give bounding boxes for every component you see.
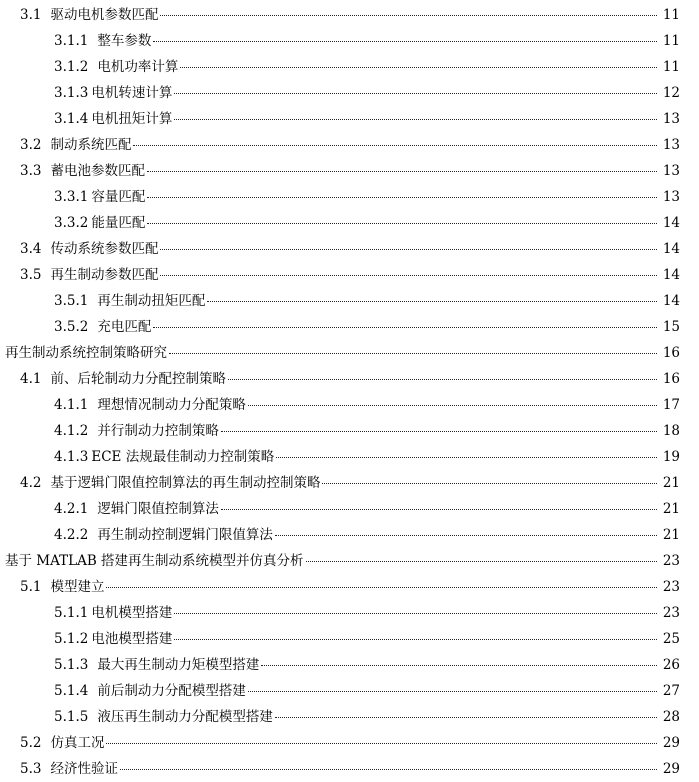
toc-page-number: 21 [662,527,680,543]
toc-section-number: 5.2 [20,735,42,751]
toc-section-title: 基于 MATLAB 搭建再生制动系统模型并仿真分析 [5,553,304,569]
toc-section-title: 整车参数 [97,33,152,49]
toc-section-number: 4.1.1 [54,397,89,413]
toc-entry[interactable] [0,626,699,652]
toc-page-number: 16 [662,345,680,361]
toc-entry[interactable] [0,236,699,262]
toc-dot-leader [228,379,657,380]
toc-entry[interactable] [0,444,699,470]
toc-page-number: 17 [662,397,680,413]
toc-dot-leader [174,93,657,94]
toc-dot-leader [276,457,657,458]
toc-page-number: 11 [662,59,680,75]
toc-section-number: 5.1.1 [54,605,89,621]
toc-section-title: 电机扭矩计算 [91,111,173,127]
toc-section-title: 基于逻辑门限值控制算法的再生制动控制策略 [50,475,321,491]
toc-section-title: 充电匹配 [97,319,152,335]
toc-entry[interactable] [0,418,699,444]
toc-section-title: 制动系统匹配 [50,137,132,153]
toc-page-number: 15 [662,319,680,335]
toc-section-number: 4.1.3 [54,449,89,465]
toc-section-title: 并行制动力控制策略 [97,423,219,439]
toc-entry[interactable] [0,756,699,782]
toc-section-title: 前后制动力分配模型搭建 [97,683,246,699]
toc-section-title: 电机转速计算 [91,85,173,101]
toc-dot-leader [221,431,657,432]
toc-dot-leader [147,171,657,172]
toc-section-title: 再生制动参数匹配 [50,267,159,283]
toc-entry[interactable] [0,678,699,704]
toc-section-number: 5.1.3 [54,657,89,673]
toc-page-number: 29 [662,735,680,751]
toc-page-number: 14 [662,241,680,257]
toc-page-number: 21 [662,475,680,491]
toc-dot-leader [120,769,657,770]
toc-page-number: 13 [662,163,680,179]
toc-page-number: 11 [662,7,680,23]
toc-entry[interactable] [0,574,699,600]
toc-dot-leader [153,327,657,328]
toc-dot-leader [322,483,657,484]
toc-entry[interactable] [0,366,699,392]
toc-entry[interactable] [0,704,699,730]
toc-section-title: 经济性验证 [50,761,118,777]
toc-section-number: 3.1 [20,7,42,23]
toc-dot-leader [153,41,657,42]
toc-entry[interactable] [0,106,699,132]
toc-section-title: 能量匹配 [91,215,146,231]
toc-dot-leader [174,119,657,120]
toc-section-number: 4.2.2 [54,527,89,543]
toc-section-title: 再生制动控制逻辑门限值算法 [97,527,273,543]
toc-entry[interactable] [0,314,699,340]
toc-section-title: 蓄电池参数匹配 [50,163,145,179]
toc-section-title: 前、后轮制动力分配控制策略 [50,371,226,387]
toc-page-number: 14 [662,267,680,283]
toc-page-number: 16 [662,371,680,387]
toc-page-number: 13 [662,189,680,205]
toc-dot-leader [180,67,657,68]
toc-section-number: 3.5.2 [54,319,89,335]
toc-section-title: ECE 法规最佳制动力控制策略 [91,449,275,465]
toc-page-number: 25 [662,631,680,647]
toc-page-number: 29 [662,761,680,777]
toc-section-number: 3.3.1 [54,189,89,205]
toc-entry[interactable] [0,730,699,756]
toc-entry[interactable] [0,132,699,158]
toc-page-number: 26 [662,657,680,673]
toc-entry[interactable] [0,2,699,28]
toc-section-number: 3.2 [20,137,42,153]
toc-dot-leader [106,587,657,588]
toc-dot-leader [207,301,657,302]
toc-dot-leader [306,561,657,562]
toc-dot-leader [169,353,657,354]
toc-section-number: 5.1 [20,579,42,595]
toc-entry[interactable] [0,652,699,678]
toc-section-number: 4.2.1 [54,501,89,517]
toc-page-number: 14 [662,293,680,309]
toc-dot-leader [133,145,657,146]
toc-page-number: 19 [662,449,680,465]
toc-section-title: 逻辑门限值控制算法 [97,501,219,517]
toc-page-number: 12 [662,85,680,101]
toc-page-number: 27 [662,683,680,699]
toc-dot-leader [248,405,657,406]
toc-section-title: 仿真工况 [50,735,105,751]
toc-section-number: 3.1.4 [54,111,89,127]
toc-dot-leader [275,535,657,536]
toc-dot-leader [160,249,657,250]
toc-entry[interactable] [0,158,699,184]
toc-entry[interactable] [0,184,699,210]
toc-page-number: 23 [662,605,680,621]
toc-section-title: 模型建立 [50,579,105,595]
toc-entry[interactable] [0,548,699,574]
toc-dot-leader [221,509,657,510]
toc-dot-leader [160,15,657,16]
toc-section-title: 再生制动系统控制策略研究 [5,345,167,361]
toc-section-title: 电池模型搭建 [91,631,173,647]
toc-section-number: 3.1.1 [54,33,89,49]
toc-section-title: 理想情况制动力分配策略 [97,397,246,413]
toc-dot-leader [160,275,657,276]
toc-page-number: 23 [662,553,680,569]
toc-section-number: 5.1.2 [54,631,89,647]
toc-page-number: 11 [662,33,680,49]
toc-section-title: 电机模型搭建 [91,605,173,621]
table-of-contents [0,2,699,782]
toc-entry[interactable] [0,340,699,366]
toc-dot-leader [106,743,657,744]
toc-section-number: 3.1.3 [54,85,89,101]
toc-section-number: 4.2 [20,475,42,491]
toc-entry[interactable] [0,210,699,236]
toc-page-number: 18 [662,423,680,439]
toc-dot-leader [174,613,657,614]
toc-section-title: 驱动电机参数匹配 [50,7,159,23]
toc-section-number: 3.3 [20,163,42,179]
toc-page-number: 28 [662,709,680,725]
toc-page-number: 14 [662,215,680,231]
toc-entry[interactable] [0,80,699,106]
toc-dot-leader [275,717,657,718]
toc-entry[interactable] [0,600,699,626]
toc-section-number: 3.3.2 [54,215,89,231]
toc-section-title: 再生制动扭矩匹配 [97,293,206,309]
toc-dot-leader [261,665,657,666]
toc-entry[interactable] [0,522,699,548]
toc-section-number: 3.4 [20,241,42,257]
toc-section-number: 4.1 [20,371,42,387]
toc-section-number: 5.1.4 [54,683,89,699]
toc-dot-leader [147,197,657,198]
toc-section-title: 电机功率计算 [97,59,179,75]
toc-page-number: 21 [662,501,680,517]
toc-entry[interactable] [0,288,699,314]
toc-page-number: 13 [662,111,680,127]
toc-section-number: 3.5 [20,267,42,283]
toc-entry[interactable] [0,392,699,418]
toc-entry[interactable] [0,54,699,80]
toc-page-number: 13 [662,137,680,153]
toc-section-title: 液压再生制动力分配模型搭建 [97,709,273,725]
toc-section-number: 5.3 [20,761,42,777]
toc-section-number: 3.1.2 [54,59,89,75]
toc-section-number: 5.1.5 [54,709,89,725]
toc-entry[interactable] [0,28,699,54]
toc-page-number: 23 [662,579,680,595]
toc-dot-leader [174,639,657,640]
toc-section-title: 最大再生制动力矩模型搭建 [97,657,260,673]
toc-entry[interactable] [0,496,699,522]
toc-entry[interactable] [0,262,699,288]
toc-section-number: 4.1.2 [54,423,89,439]
toc-dot-leader [147,223,657,224]
toc-entry[interactable] [0,470,699,496]
toc-section-title: 传动系统参数匹配 [50,241,159,257]
toc-section-title: 容量匹配 [91,189,146,205]
toc-dot-leader [248,691,657,692]
toc-section-number: 3.5.1 [54,293,89,309]
